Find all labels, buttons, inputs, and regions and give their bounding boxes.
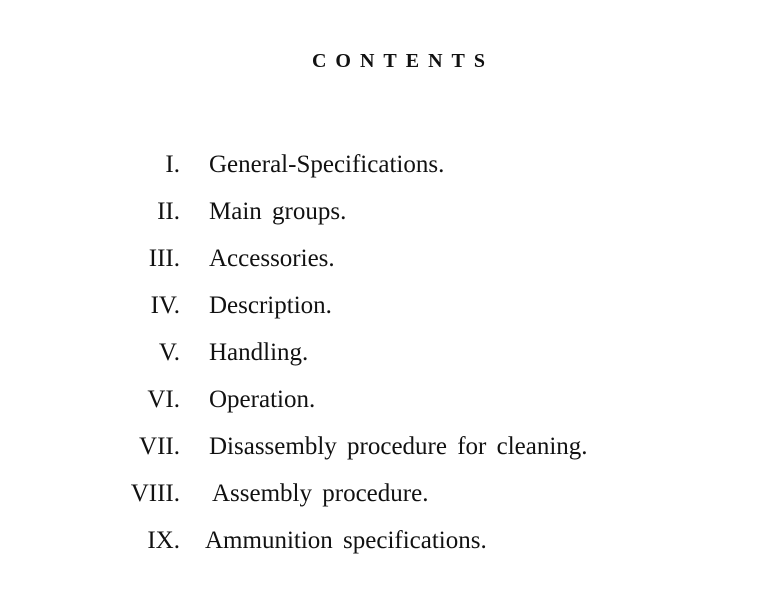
chapter-numeral: V. bbox=[158, 339, 180, 366]
chapter-title: Operation. bbox=[209, 386, 316, 413]
chapter-numeral: VIII. bbox=[130, 480, 180, 507]
chapter-title: Main groups. bbox=[209, 198, 347, 225]
chapter-numeral: III. bbox=[148, 245, 180, 272]
chapter-numeral: IV. bbox=[150, 292, 180, 319]
chapter-title: Assembly procedure. bbox=[212, 480, 429, 507]
chapter-title: Ammunition specifications. bbox=[205, 527, 487, 554]
chapter-title: Accessories. bbox=[209, 245, 335, 272]
chapter-numeral: VI. bbox=[147, 386, 180, 413]
chapter-numeral: II. bbox=[157, 198, 180, 225]
chapter-title: Disassembly procedure for cleaning. bbox=[209, 433, 588, 460]
page-title: CONTENTS bbox=[311, 50, 495, 72]
chapter-title: General-Specifications. bbox=[209, 151, 445, 178]
chapter-numeral: I. bbox=[165, 151, 180, 178]
chapter-title: Handling. bbox=[209, 339, 309, 366]
chapter-numeral: VII. bbox=[139, 433, 180, 460]
chapter-title: Description. bbox=[209, 292, 332, 319]
chapter-numeral: IX. bbox=[147, 527, 180, 554]
